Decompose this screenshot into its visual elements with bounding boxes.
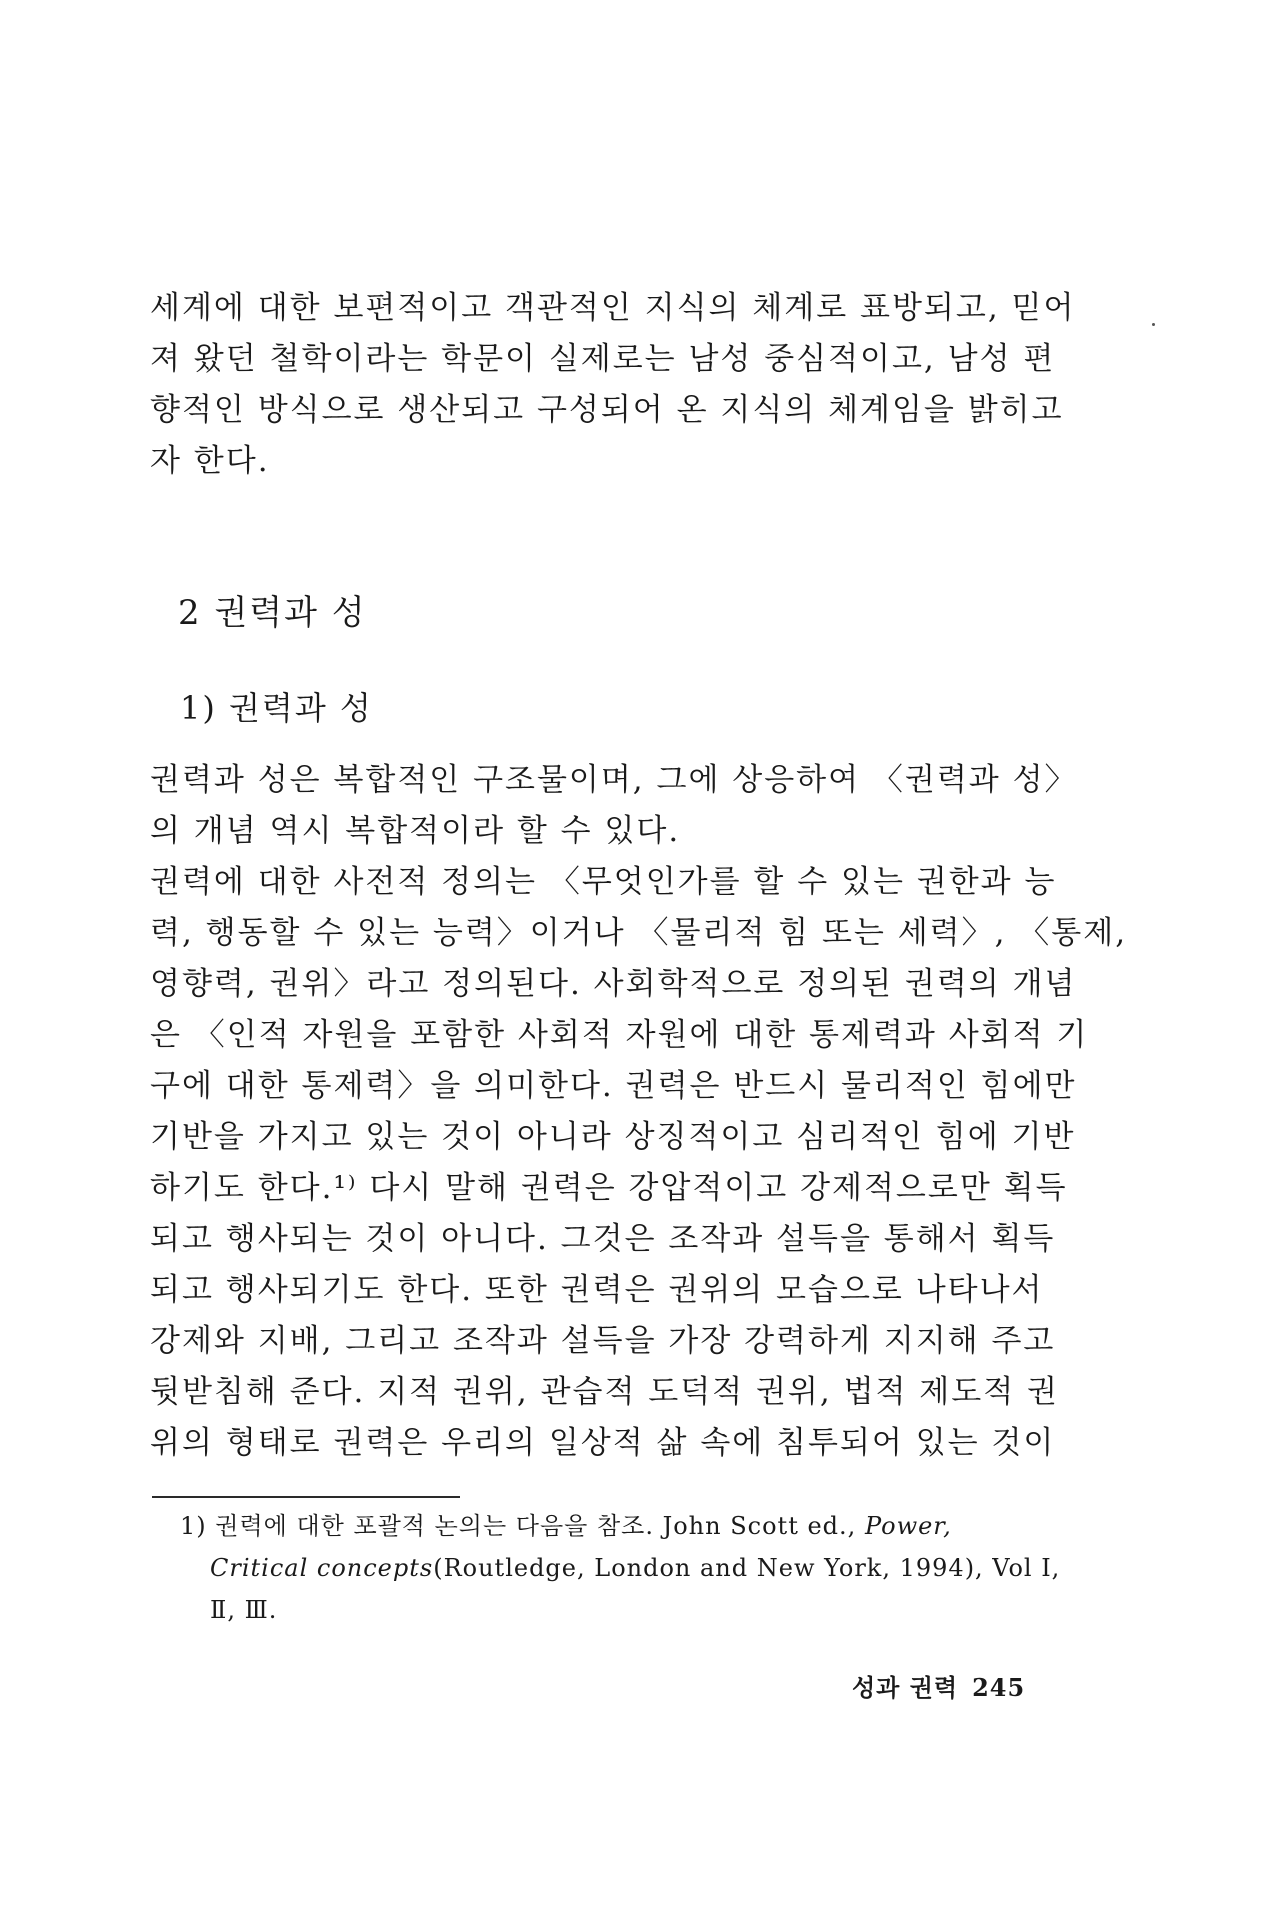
body-line: 하기도 한다.¹⁾ 다시 말해 권력은 강압적이고 강제적으로만 획득 [150,1170,1068,1206]
intro-line: 세계에 대한 보편적이고 객관적인 지식의 체계로 표방되고, 믿어 [150,290,1076,326]
body-line: 위의 형태로 권력은 우리의 일상적 삶 속에 침투되어 있는 것이 [150,1425,1056,1461]
running-footer [852,1668,1025,1703]
footnote-line [180,1547,1070,1589]
footnote-text: 1) 권력에 대한 포괄적 논의는 다음을 참조. John Scott ed., [180,1512,865,1540]
body-line: 력, 행동할 수 있는 능력〉이거나 〈물리적 힘 또는 세력〉, 〈통제, [150,915,1128,951]
body-line: 뒷받침해 준다. 지적 권위, 관습적 도덕적 권위, 법적 제도적 권 [150,1374,1059,1410]
footnote-line: Ⅱ, Ⅲ. [210,1596,278,1624]
body-line: 권력에 대한 사전적 정의는 〈무엇인가를 할 수 있는 권한과 능 [150,864,1057,900]
body-line: 구에 대한 통제력〉을 의미한다. 권력은 반드시 물리적인 힘에만 [150,1068,1077,1104]
intro-line: 향적인 방식으로 생산되고 구성되어 온 지식의 체계임을 밝히고 [150,392,1064,428]
page-number: 245 [972,1673,1026,1702]
intro-paragraph [150,283,1076,487]
body-line: 권력과 성은 복합적인 구조물이며, 그에 상응하여 〈권력과 성〉 [150,762,1078,798]
body-line: 의 개념 역시 복합적이라 할 수 있다. [150,813,681,849]
footnote-divider [152,1496,460,1498]
body-line: 영향력, 권위〉라고 정의된다. 사회학적으로 정의된 권력의 개념 [150,966,1077,1002]
footnote-book-title: Power, [864,1512,952,1540]
footnote-book-title: Critical concepts [210,1554,434,1582]
footnote-text: (Routledge, London and New York, 1994), Vol Ⅰ, [433,1554,1061,1582]
subsection-heading: 1) 권력과 성 [180,689,373,727]
body-paragraph [150,755,1128,1469]
body-line: 되고 행사되기도 한다. 또한 권력은 권위의 모습으로 나타나서 [150,1272,1044,1308]
footnote-line [180,1505,1070,1547]
body-line: 기반을 가지고 있는 것이 아니라 상징적이고 심리적인 힘에 기반 [150,1119,1076,1155]
intro-line: 자 한다. [150,443,270,479]
body-line: 은 〈인적 자원을 포함한 사회적 자원에 대한 통제력과 사회적 기 [150,1017,1089,1053]
footnote [180,1505,1070,1631]
running-title: 성과 권력 [852,1673,959,1702]
scan-speck [1152,323,1155,326]
body-line: 강제와 지배, 그리고 조작과 설득을 가장 강력하게 지지해 주고 [150,1323,1056,1359]
section-heading: 2 권력과 성 [178,593,367,633]
intro-line: 져 왔던 철학이라는 학문이 실제로는 남성 중심적이고, 남성 편 [150,341,1056,377]
body-line: 되고 행사되는 것이 아니다. 그것은 조작과 설득을 통해서 획득 [150,1221,1056,1257]
